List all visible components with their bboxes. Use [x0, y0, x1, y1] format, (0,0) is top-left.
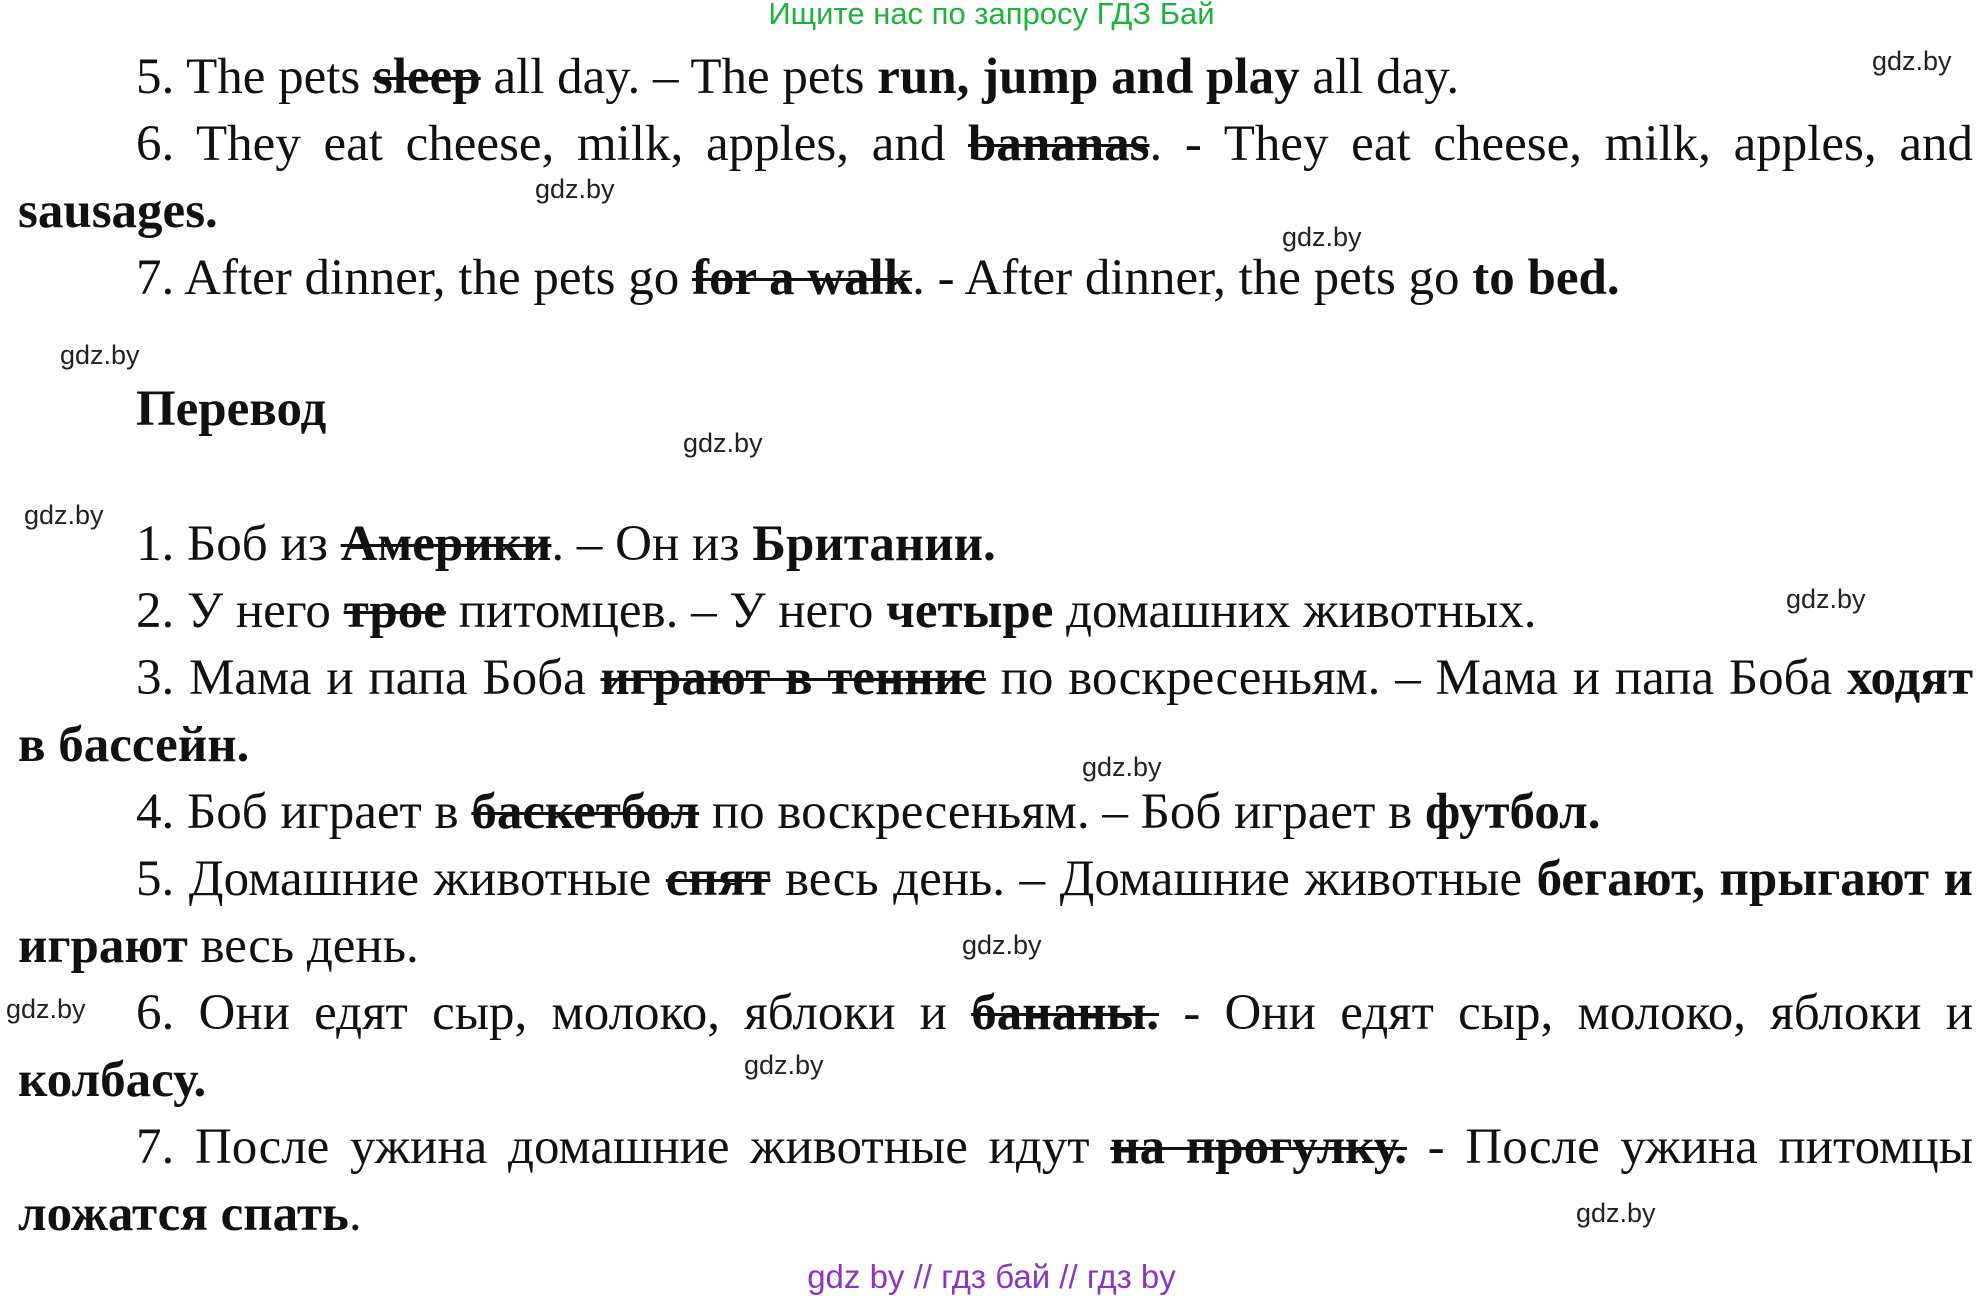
- watermark: gdz.by: [535, 174, 615, 204]
- russian-sentence-5: 5. Домашние животные спят весь день. – Домашние животные бегают, прыгают и играют весь день.: [18, 851, 1973, 974]
- footer-links[interactable]: gdz by // гдз бай // гдз by: [807, 1258, 1176, 1295]
- struck-word: баскетбол: [471, 784, 700, 840]
- watermark: gdz.by: [683, 428, 763, 458]
- russian-sentence-4: 4. Боб играет в баскетбол по воскресеньям. – Боб играет в футбол.: [136, 784, 1601, 840]
- struck-word: бананы.: [971, 985, 1160, 1041]
- bold-answer: to bed.: [1472, 250, 1620, 306]
- struck-word: Америки: [340, 516, 552, 572]
- struck-word: спят: [665, 851, 771, 907]
- watermark: gdz.by: [1576, 1198, 1656, 1228]
- bold-answer: бегают, прыгают и играют: [18, 851, 1973, 974]
- bold-answer: Британии.: [752, 516, 996, 572]
- top-banner[interactable]: Ищите нас по запросу ГДЗ Бай: [768, 0, 1215, 31]
- russian-sentence-2: 2. У него трое питомцев. – У него четыре домашних животных.: [136, 583, 1537, 639]
- russian-sentence-7: 7. После ужина домашние животные идут на прогулку. - После ужина питомцы ложатся спать.: [18, 1119, 1973, 1242]
- russian-sentence-6: 6. Они едят сыр, молоко, яблоки и бананы. - Они едят сыр, молоко, яблоки и колбасу.: [18, 985, 1974, 1108]
- bold-answer: колбасу.: [18, 1052, 207, 1108]
- watermark: gdz.by: [24, 500, 104, 530]
- english-sentence-7: 7. After dinner, the pets go for a walk. - After dinner, the pets go to bed.: [136, 250, 1620, 306]
- watermark: gdz.by: [1786, 584, 1866, 614]
- watermark: gdz.by: [744, 1050, 824, 1080]
- watermark: gdz.by: [962, 930, 1042, 960]
- struck-word: for a walk: [692, 250, 913, 306]
- bold-answer: sausages.: [18, 183, 218, 239]
- struck-word: играют в теннис: [600, 650, 986, 706]
- bold-answer: ходят в бассейн.: [18, 650, 1973, 773]
- translation-heading: Перевод: [136, 381, 327, 437]
- bold-answer: футбол.: [1424, 784, 1601, 840]
- document-body: [18, 44, 1973, 1248]
- watermark: gdz.by: [1872, 46, 1952, 76]
- bold-answer: run, jump and play: [877, 49, 1300, 105]
- struck-word: трое: [343, 583, 446, 639]
- watermark: gdz.by: [60, 340, 140, 370]
- struck-word: на прогулку.: [1110, 1119, 1407, 1175]
- watermark: gdz.by: [1082, 752, 1162, 782]
- watermark: gdz.by: [1282, 222, 1362, 252]
- watermark: gdz.by: [6, 994, 86, 1024]
- russian-sentence-3: 3. Мама и папа Боба играют в теннис по воскресеньям. – Мама и папа Боба ходят в бассейн.: [18, 650, 1973, 773]
- russian-sentence-1: 1. Боб из Америки. – Он из Британии.: [136, 516, 996, 572]
- struck-word: bananas: [968, 116, 1150, 172]
- english-sentence-5: 5. The pets sleep all day. – The pets run, jump and play all day.: [136, 49, 1460, 105]
- bold-answer: ложатся спать: [18, 1186, 349, 1242]
- english-sentence-6: 6. They eat cheese, milk, apples, and bananas. - They eat cheese, milk, apples, and sausages.: [18, 116, 1973, 239]
- struck-word: sleep: [373, 49, 481, 105]
- bold-answer: четыре: [886, 583, 1054, 639]
